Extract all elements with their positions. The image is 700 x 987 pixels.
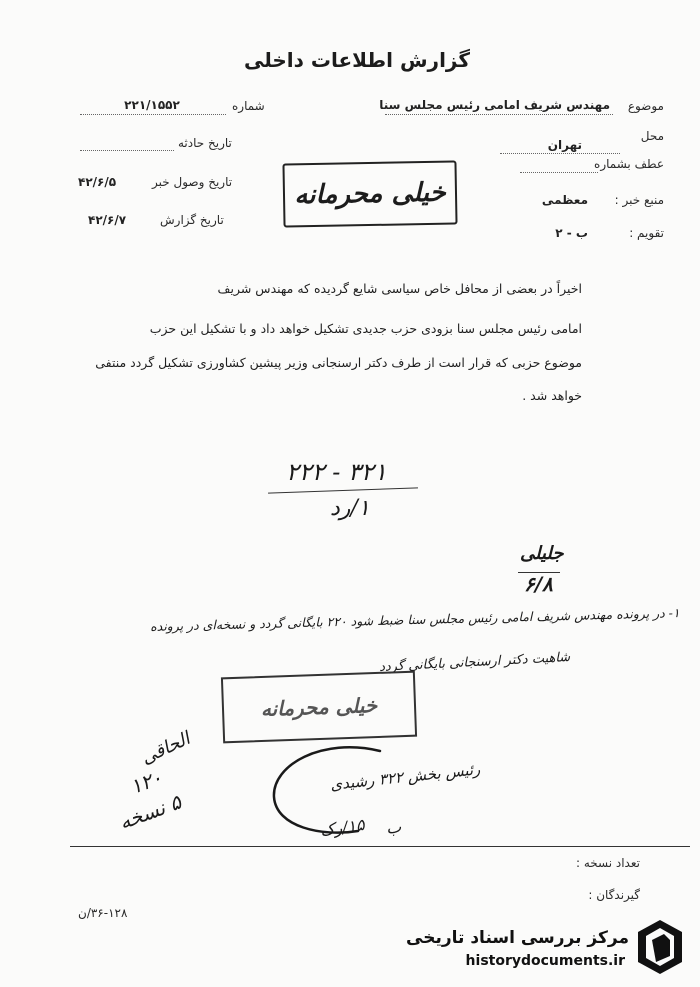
body-line-1: اخیراً در بعضی از محافل خاص سیاسی شایع گردیده که مهندس شریف — [217, 281, 582, 296]
location-label: محل — [640, 129, 664, 143]
location-value: تهران — [547, 138, 582, 152]
form-code: ۳۶-۱۲۸/ن — [78, 906, 128, 920]
ref-number-dotted-line — [520, 172, 598, 173]
handwritten-instruction-2: شاهیت دکتر ارسنجانی بایگانی گردد — [378, 650, 571, 675]
left-note-3: ۵ نسخه — [115, 789, 185, 835]
handwritten-instruction-1: ۱- در پرونده مهندس شریف امامی رئیس مجلس سنا ضبط شود ۲۲۰ بایگانی گردد و نسخه‌ای در پرونده — [150, 605, 681, 634]
report-date-label: تاریخ گزارش — [160, 213, 224, 227]
signature-tail: ب — [384, 817, 403, 838]
received-date-value: ۴۲/۶/۵ — [78, 175, 117, 189]
source-label: منبع خبر : — [614, 193, 664, 207]
code-underline — [268, 487, 418, 493]
page-title: گزارش اطلاعات داخلی — [243, 48, 470, 72]
classification-stamp: خیلی محرمانه — [282, 160, 457, 227]
handwritten-code: ۲۲۲ - ۳۲۱ — [286, 458, 387, 486]
number-label: شماره — [232, 99, 265, 113]
subject-dotted-line — [385, 114, 613, 115]
rating-label: تقویم : — [629, 226, 664, 240]
subject-label: موضوع — [627, 99, 664, 113]
signature-line: رئیس بخش ۳۲۲ رشیدی — [329, 760, 482, 794]
side-note-number: ۶/۸ — [524, 572, 553, 596]
report-date-value: ۴۲/۶/۷ — [88, 213, 127, 227]
body-line-2: امامی رئیس مجلس سنا بزودی حزب جدیدی تشکیل خواهد داد و با تشکیل این حزب — [149, 321, 582, 336]
rating-value: ب - ۲ — [555, 226, 588, 240]
number-value: ۲۲۱/۱۵۵۲ — [124, 98, 180, 112]
received-date-label: تاریخ وصول خبر — [152, 175, 233, 189]
left-note-2: ۱۲۰ — [126, 765, 166, 799]
archive-logo-icon — [634, 918, 686, 976]
classification-stamp-2: خیلی محرمانه — [221, 671, 417, 744]
watermark-url: historydocuments.ir — [465, 953, 625, 969]
copies-label: تعداد نسخه : — [575, 856, 640, 870]
recipients-label: گیرندگان : — [588, 888, 640, 902]
side-note-rule — [518, 572, 560, 573]
incident-date-label: تاریخ حادثه — [178, 136, 232, 150]
ref-number-label: عطف بشماره — [594, 157, 664, 171]
signature-number: ۱۵/رک — [318, 814, 366, 841]
left-note-1: الحاقی — [137, 728, 194, 769]
footer-divider — [70, 846, 690, 847]
watermark-org-name: مرکز بررسی اسناد تاریخی — [406, 928, 629, 948]
side-note-name: جلیلی — [520, 543, 564, 564]
incident-date-dotted-line — [80, 150, 174, 151]
body-line-3: موضوع حزبی که قرار است از طرف دکتر ارسنجانی وزیر پیشین کشاورزی تشکیل گردد منتفی — [95, 355, 582, 370]
source-value: معظمی — [541, 193, 588, 207]
number-dotted-line — [80, 114, 226, 115]
subject-value: مهندس شریف امامی رئیس مجلس سنا — [379, 98, 610, 112]
handwritten-subcode: ۱/رد — [330, 496, 370, 521]
body-line-4: خواهد شد . — [522, 388, 582, 403]
location-dotted-line — [500, 153, 620, 154]
